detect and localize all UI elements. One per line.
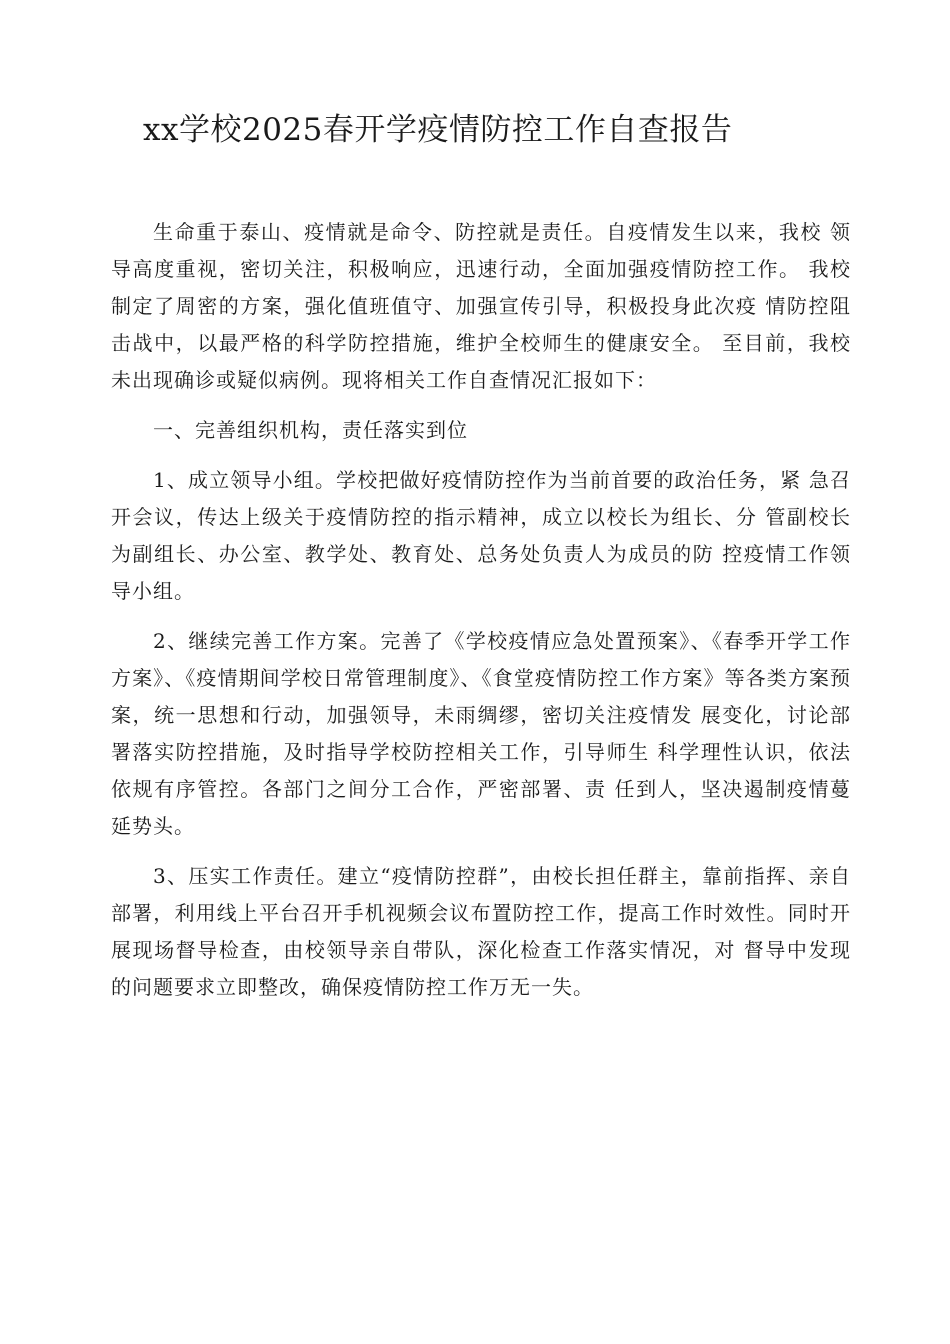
paragraph-intro: 生命重于泰山、疫情就是命令、防控就是责任。自疫情发生以来，我校 领导高度重视，密切关注，积极响应，迅速行动，全面加强疫情防控工作。 我校制定了周密的方案，强化值班值守、加强宣传引导，积极投身此次疫 情防控阻击战中，以最严格的科学防控措施，维护全校师生的健康安全。 至目前，我校未出现确诊或疑似病例。现将相关工作自查情况汇报如下： bbox=[111, 220, 851, 392]
document-title: xx学校2025春开学疫情防控工作自查报告 bbox=[143, 112, 733, 148]
paragraph-item-1: 1、成立领导小组。学校把做好疫情防控作为当前首要的政治任务，紧 急召开会议，传达上级关于疫情防控的指示精神，成立以校长为组长、分 管副校长为副组长、办公室、教学处、教育处、总务处负责人为成员的防 控疫情工作领导小组。 bbox=[111, 468, 851, 603]
paragraph-item-3: 3、压实工作责任。建立“疫情防控群”，由校长担任群主，靠前指挥、亲自部署，利用线上平台召开手机视频会议布置防控工作，提高工作时效性。同时开展现场督导检查，由校领导亲自带队，深化检查工作落实情况，对 督导中发现的问题要求立即整改，确保疫情防控工作万无一失。 bbox=[111, 864, 851, 999]
paragraph-item-2: 2、继续完善工作方案。完善了《学校疫情应急处置预案》、《春季开学工作方案》、《疫情期间学校日常管理制度》、《食堂疫情防控工作方案》等各类方案预案，统一思想和行动，加强领导，未雨绸缪，密切关注疫情发 展变化，讨论部署落实防控措施，及时指导学校防控相关工作，引导师生 科学理性认识，依法依规有序管控。各部门之间分工合作，严密部署、责 任到人，坚决遏制疫情蔓延势头。 bbox=[111, 629, 851, 838]
section-heading-1: 一、完善组织机构，责任落实到位 bbox=[153, 418, 468, 442]
document-body bbox=[111, 214, 851, 1006]
